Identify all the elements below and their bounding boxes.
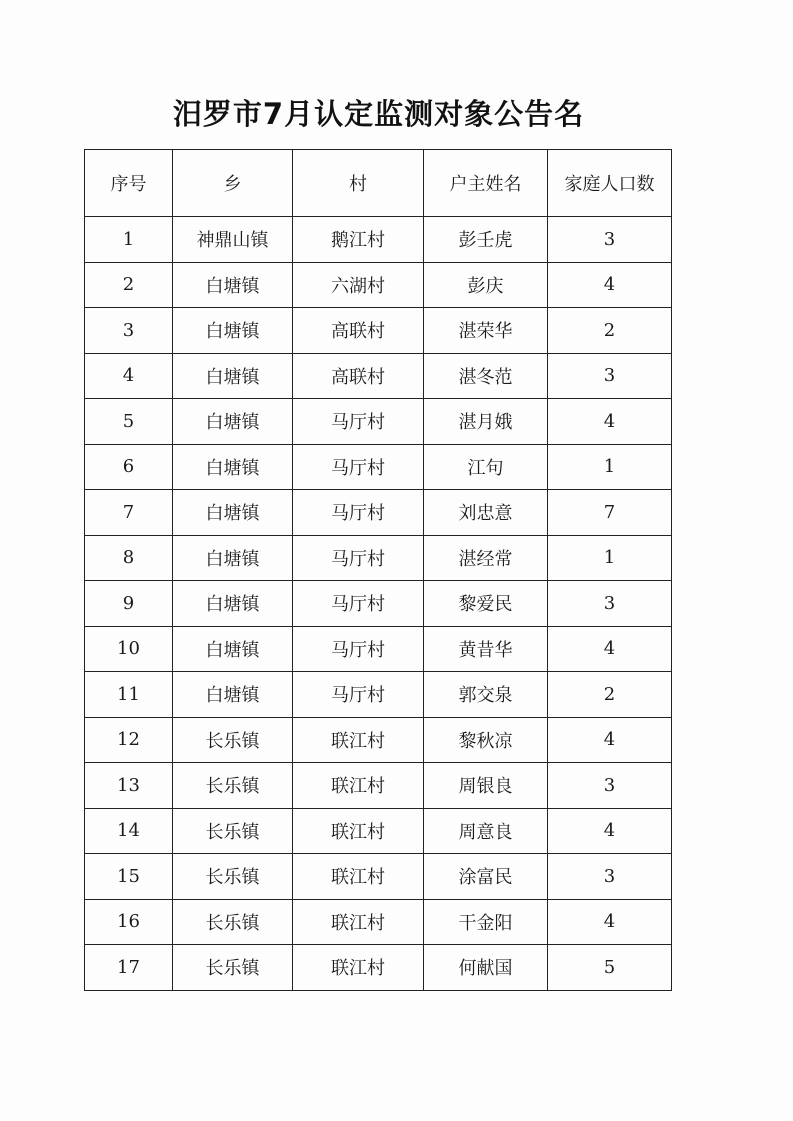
- village-cell: 马厅村: [293, 399, 424, 445]
- serial-number-cell: 5: [85, 399, 173, 445]
- table-row: [85, 945, 672, 991]
- table-row: [85, 717, 672, 763]
- table-body: [85, 217, 672, 991]
- township-cell: 白塘镇: [173, 626, 293, 672]
- serial-number-cell: 7: [85, 490, 173, 536]
- household-head-cell: 江句: [424, 444, 548, 490]
- township-cell: 长乐镇: [173, 899, 293, 945]
- serial-number-cell: 8: [85, 535, 173, 581]
- serial-number-cell: 12: [85, 717, 173, 763]
- village-cell: 马厅村: [293, 490, 424, 536]
- village-cell: 马厅村: [293, 444, 424, 490]
- township-cell: 白塘镇: [173, 262, 293, 308]
- household-head-cell: 何献国: [424, 945, 548, 991]
- table-row: [85, 854, 672, 900]
- village-cell: 马厅村: [293, 626, 424, 672]
- township-cell: 长乐镇: [173, 854, 293, 900]
- township-cell: 长乐镇: [173, 808, 293, 854]
- table-row: [85, 490, 672, 536]
- village-cell: 联江村: [293, 763, 424, 809]
- table-header: [85, 150, 672, 217]
- household-head-cell: 郭交泉: [424, 672, 548, 718]
- family-size-cell: 2: [548, 672, 672, 718]
- serial-number-cell: 13: [85, 763, 173, 809]
- township-cell: 白塘镇: [173, 353, 293, 399]
- household-head-cell: 涂富民: [424, 854, 548, 900]
- page-title: 汨罗市7月认定监测对象公告名: [172, 97, 585, 131]
- township-cell: 白塘镇: [173, 581, 293, 627]
- family-size-cell: 4: [548, 899, 672, 945]
- family-size-cell: 1: [548, 535, 672, 581]
- household-head-cell: 干金阳: [424, 899, 548, 945]
- township-cell: 白塘镇: [173, 535, 293, 581]
- village-cell: 联江村: [293, 854, 424, 900]
- family-size-cell: 3: [548, 763, 672, 809]
- household-head-cell: 刘忠意: [424, 490, 548, 536]
- table-row: [85, 763, 672, 809]
- family-size-cell: 3: [548, 217, 672, 263]
- village-cell: 马厅村: [293, 581, 424, 627]
- township-cell: 神鼎山镇: [173, 217, 293, 263]
- table-row: [85, 353, 672, 399]
- header-township: 乡: [173, 150, 293, 217]
- township-cell: 白塘镇: [173, 490, 293, 536]
- table-row: [85, 535, 672, 581]
- table-row: [85, 444, 672, 490]
- family-size-cell: 4: [548, 717, 672, 763]
- household-head-cell: 黄昔华: [424, 626, 548, 672]
- township-cell: 白塘镇: [173, 308, 293, 354]
- serial-number-cell: 3: [85, 308, 173, 354]
- village-cell: 高联村: [293, 353, 424, 399]
- table-row: [85, 626, 672, 672]
- township-cell: 长乐镇: [173, 717, 293, 763]
- header-household-head-name: 户主姓名: [424, 150, 548, 217]
- serial-number-cell: 6: [85, 444, 173, 490]
- household-head-cell: 湛经常: [424, 535, 548, 581]
- household-head-cell: 周意良: [424, 808, 548, 854]
- family-size-cell: 5: [548, 945, 672, 991]
- family-size-cell: 7: [548, 490, 672, 536]
- serial-number-cell: 15: [85, 854, 173, 900]
- township-cell: 白塘镇: [173, 672, 293, 718]
- village-cell: 高联村: [293, 308, 424, 354]
- township-cell: 长乐镇: [173, 763, 293, 809]
- serial-number-cell: 9: [85, 581, 173, 627]
- serial-number-cell: 17: [85, 945, 173, 991]
- household-head-cell: 周银良: [424, 763, 548, 809]
- township-cell: 长乐镇: [173, 945, 293, 991]
- serial-number-cell: 14: [85, 808, 173, 854]
- township-cell: 白塘镇: [173, 399, 293, 445]
- serial-number-cell: 11: [85, 672, 173, 718]
- header-serial-number: 序号: [85, 150, 173, 217]
- village-cell: 鹅江村: [293, 217, 424, 263]
- serial-number-cell: 16: [85, 899, 173, 945]
- table-row: [85, 399, 672, 445]
- household-head-cell: 彭庆: [424, 262, 548, 308]
- village-cell: 联江村: [293, 808, 424, 854]
- family-size-cell: 2: [548, 308, 672, 354]
- village-cell: 联江村: [293, 717, 424, 763]
- village-cell: 马厅村: [293, 535, 424, 581]
- family-size-cell: 4: [548, 626, 672, 672]
- household-head-cell: 黎秋凉: [424, 717, 548, 763]
- serial-number-cell: 4: [85, 353, 173, 399]
- family-size-cell: 3: [548, 581, 672, 627]
- family-size-cell: 3: [548, 353, 672, 399]
- table-row: [85, 672, 672, 718]
- household-head-cell: 黎爱民: [424, 581, 548, 627]
- village-cell: 联江村: [293, 945, 424, 991]
- household-head-cell: 湛冬范: [424, 353, 548, 399]
- serial-number-cell: 2: [85, 262, 173, 308]
- table-row: [85, 899, 672, 945]
- serial-number-cell: 10: [85, 626, 173, 672]
- village-cell: 六湖村: [293, 262, 424, 308]
- village-cell: 联江村: [293, 899, 424, 945]
- family-size-cell: 1: [548, 444, 672, 490]
- village-cell: 马厅村: [293, 672, 424, 718]
- table-row: [85, 217, 672, 263]
- township-cell: 白塘镇: [173, 444, 293, 490]
- serial-number-cell: 1: [85, 217, 173, 263]
- table-row: [85, 308, 672, 354]
- household-head-cell: 湛月娥: [424, 399, 548, 445]
- family-size-cell: 4: [548, 808, 672, 854]
- header-family-size: 家庭人口数: [548, 150, 672, 217]
- family-size-cell: 3: [548, 854, 672, 900]
- monitoring-roster-table: [84, 149, 672, 991]
- table-row: [85, 808, 672, 854]
- table-row: [85, 262, 672, 308]
- table-row: [85, 581, 672, 627]
- household-head-cell: 彭壬虎: [424, 217, 548, 263]
- family-size-cell: 4: [548, 399, 672, 445]
- family-size-cell: 4: [548, 262, 672, 308]
- household-head-cell: 湛荣华: [424, 308, 548, 354]
- header-row: [85, 150, 672, 217]
- header-village: 村: [293, 150, 424, 217]
